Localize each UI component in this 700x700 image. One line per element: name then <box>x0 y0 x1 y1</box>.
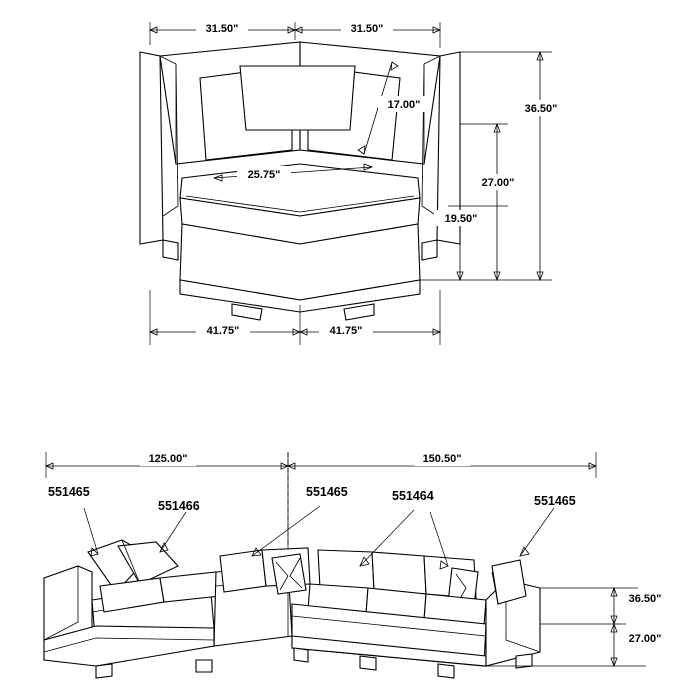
dim-seat-height: 19.50" <box>444 213 478 225</box>
dim-top-left: 31.50" <box>205 23 239 35</box>
sku-mid-1: 551465 <box>306 485 348 499</box>
dim-seat-depth: 25.75" <box>247 169 281 181</box>
sku-left-1: 551465 <box>48 485 90 499</box>
dim-top-right: 31.50" <box>350 23 384 35</box>
sku-mid-2: 551464 <box>392 489 434 503</box>
dim-back-cushion-height: 17.00" <box>387 99 421 111</box>
dim-overall-height: 36.50" <box>524 103 558 115</box>
sku-right-1: 551465 <box>534 494 576 508</box>
dim-sectional-overall-height: 36.50" <box>628 593 662 605</box>
dim-bottom-left: 41.75" <box>206 325 240 337</box>
dim-left-width: 125.00" <box>148 453 188 465</box>
dim-bottom-right: 41.75" <box>329 325 363 337</box>
sku-left-2: 551466 <box>158 499 200 513</box>
dim-sectional-arm-height: 27.00" <box>628 633 662 645</box>
dim-arm-height: 27.00" <box>481 177 515 189</box>
dim-right-width: 150.50" <box>422 453 462 465</box>
